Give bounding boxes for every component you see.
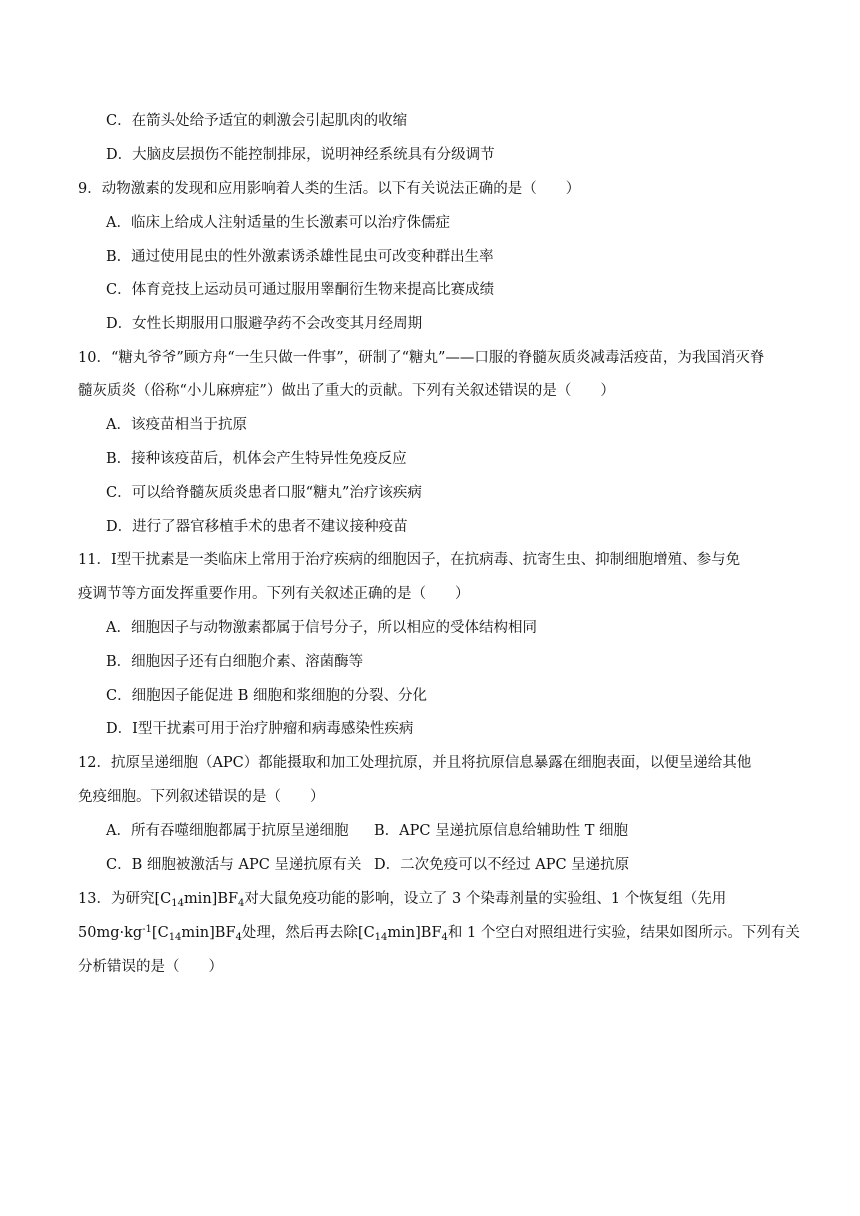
- q11-option-c: C．细胞因子能促进 B 细胞和浆细胞的分裂、分化: [106, 688, 427, 704]
- q9-option-c: C．体育竞技上运动员可通过服用睾酮衍生物来提高比赛成绩: [106, 282, 495, 298]
- q10-option-b: B．接种该疫苗后，机体会产生特异性免疫反应: [106, 451, 407, 467]
- q10-option-c: C．可以给脊髓灰质炎患者口服“糖丸”治疗该疾病: [106, 485, 422, 501]
- q9-option-d: D．女性长期服用口服避孕药不会改变其月经周期: [106, 316, 423, 332]
- q9-option-a: A．临床上给成人注射适量的生长激素可以治疗侏儒症: [106, 215, 450, 231]
- q13-text: 对大鼠免疫功能的影响，设立了 3 个染毒剂量的实验组、1 个恢复组（先用: [244, 891, 727, 907]
- q10-option-a: A．该疫苗相当于抗原: [106, 417, 247, 433]
- q13-subscript: 4: [235, 932, 242, 943]
- q12-options-row2: [106, 855, 629, 875]
- q12-option-d: D．二次免疫可以不经过 APC 呈递抗原: [374, 857, 630, 873]
- q12-stem-line1: 12．抗原呈递细胞（APC）都能摄取和加工处理抗原，并且将抗原信息暴露在细胞表面，以便呈递给其他: [78, 755, 752, 771]
- q13-text: min]BF: [181, 925, 236, 941]
- q13-text: min]BF: [387, 925, 442, 941]
- q13-text: 13．为研究[C: [78, 891, 172, 907]
- q12-options-row1: [106, 821, 628, 841]
- q12-option-b: B．APC 呈递抗原信息给辅助性 T 细胞: [374, 823, 628, 839]
- q13-stem-line3: 分析错误的是（ ）: [78, 959, 223, 975]
- q13-text: [C: [151, 925, 169, 941]
- q11-option-a: A．细胞因子与动物激素都属于信号分子，所以相应的受体结构相同: [106, 620, 537, 636]
- q11-option-b: B．细胞因子还有白细胞介素、溶菌酶等: [106, 654, 364, 670]
- q13-stem-line1: [78, 889, 726, 909]
- q9-stem: 9．动物激素的发现和应用影响着人类的生活。以下有关说法正确的是（ ）: [78, 181, 581, 197]
- q10-option-d: D．进行了器官移植手术的患者不建议接种疫苗: [106, 519, 408, 535]
- q12-stem-line2: 免疫细胞。下列叙述错误的是（ ）: [78, 789, 325, 805]
- q10-stem-line1: 10．“糖丸爷爷”顾方舟“一生只做一件事”，研制了“糖丸”——口服的脊髓灰质炎减毒活疫苗，为我国消灭脊: [78, 350, 765, 366]
- q12-option-c: C．B 细胞被激活与 APC 呈递抗原有关: [106, 857, 362, 873]
- q10-stem-line2: 髓灰质炎（俗称“小儿麻痹症”）做出了重大的贡献。下列有关叙述错误的是（ ）: [78, 383, 615, 399]
- q13-subscript: 14: [171, 898, 184, 909]
- q11-stem-line2: 疫调节等方面发挥重要作用。下列有关叙述正确的是（ ）: [78, 586, 470, 602]
- q13-subscript: 14: [374, 932, 388, 943]
- q13-text: 和 1 个空白对照组进行实验，结果如图所示。下列有关: [447, 925, 800, 941]
- q13-text: min]BF: [183, 891, 239, 907]
- q13-superscript: -1: [142, 924, 152, 935]
- q9-option-b: B．通过使用昆虫的性外激素诱杀雄性昆虫可改变种群出生率: [106, 249, 494, 265]
- q11-stem-line1: 11．Ⅰ型干扰素是一类临床上常用于治疗疾病的细胞因子，在抗病毒、抗寄生虫、抑制细胞增殖、参与免: [78, 552, 741, 568]
- q13-subscript: 14: [168, 932, 182, 943]
- q8-option-d: D．大脑皮层损伤不能控制排尿，说明神经系统具有分级调节: [106, 147, 495, 163]
- q12-option-a: A．所有吞噬细胞都属于抗原呈递细胞: [106, 823, 349, 839]
- q13-subscript: 4: [441, 932, 448, 943]
- q8-option-c: C．在箭头处给予适宜的刺激会引起肌肉的收缩: [106, 113, 408, 129]
- q13-text: 50mg·kg: [78, 925, 143, 941]
- q11-option-d: D．Ⅰ型干扰素可用于治疗肿瘤和病毒感染性疾病: [106, 721, 414, 737]
- q13-subscript: 4: [238, 898, 245, 909]
- q13-stem-line2: [78, 923, 800, 943]
- q13-text: 处理，然后再去除[C: [241, 925, 375, 941]
